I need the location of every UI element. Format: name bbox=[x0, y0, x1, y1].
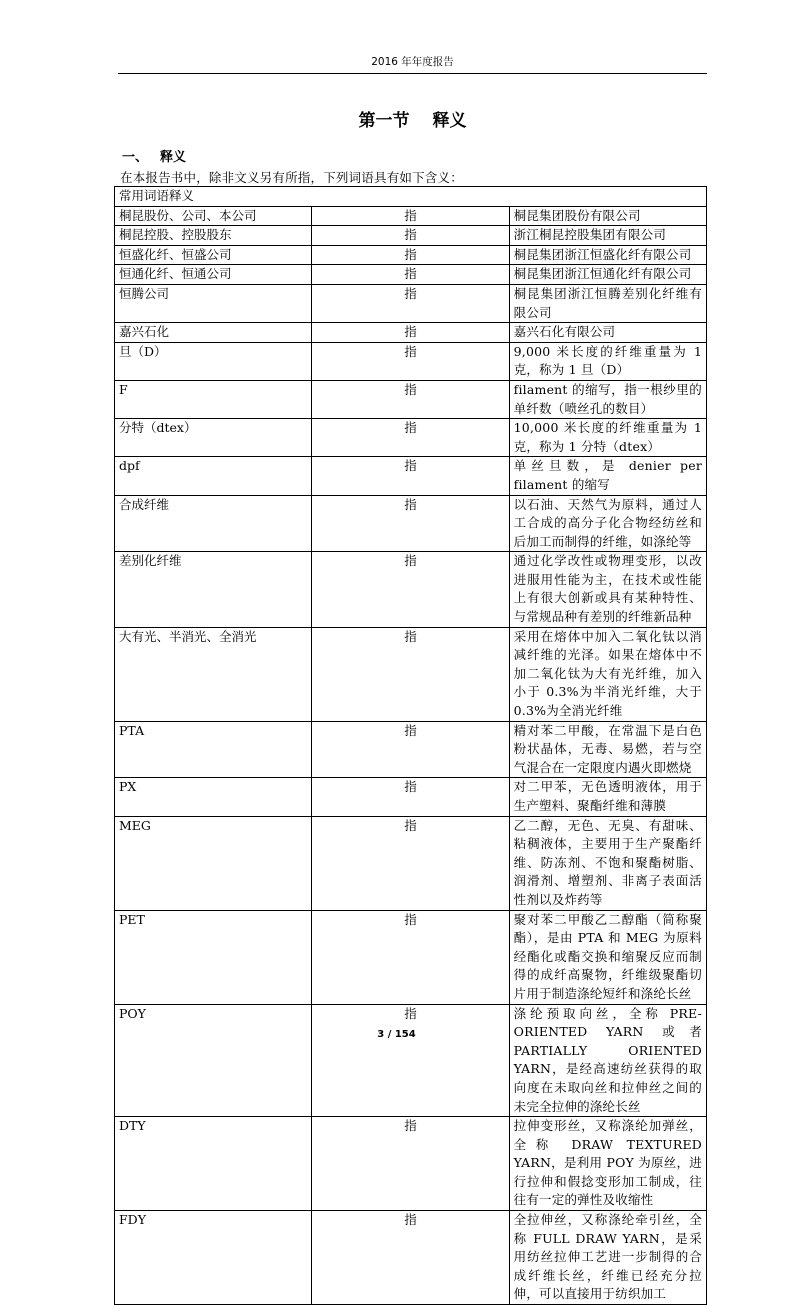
meaning-cell: 桐昆集团浙江恒腾差别化纤维有限公司 bbox=[509, 284, 706, 322]
meaning-cell: 拉伸变形丝，又称涤纶加弹丝，全称 DRAW TEXTURED YARN，是利用 POY 为原丝，进行拉伸和假捻变形加工制成，往往有一定的弹性及收缩性 bbox=[509, 1117, 706, 1211]
table-row bbox=[115, 226, 707, 246]
term-cell: 桐昆股份、公司、本公司 bbox=[115, 206, 312, 226]
term-cell: 恒盛化纤、恒盛公司 bbox=[115, 245, 312, 265]
mark-cell: 指 bbox=[312, 910, 509, 1004]
meaning-cell: 桐昆集团浙江恒盛化纤有限公司 bbox=[509, 245, 706, 265]
term-cell: 差别化纤维 bbox=[115, 552, 312, 627]
term-cell: dpf bbox=[115, 457, 312, 495]
definitions-table bbox=[114, 186, 707, 1305]
subsection-heading bbox=[122, 146, 186, 165]
term-cell: 恒腾公司 bbox=[115, 284, 312, 322]
meaning-cell: 9,000 米长度的纤维重量为 1 克，称为 1 旦（D） bbox=[509, 342, 706, 380]
meaning-cell: 聚对苯二甲酸乙二醇酯（简称聚酯），是由 PTA 和 MEG 为原料经酯化或酯交换和缩聚反应而制得的成纤高聚物，纤维级聚酯切片用于制造涤纶短纤和涤纶长丝 bbox=[509, 910, 706, 1004]
table-row bbox=[115, 721, 707, 778]
table-row bbox=[115, 342, 707, 380]
table-row bbox=[115, 457, 707, 495]
mark-cell: 指 bbox=[312, 816, 509, 910]
mark-cell: 指 bbox=[312, 342, 509, 380]
term-cell: PET bbox=[115, 910, 312, 1004]
term-cell: PX bbox=[115, 778, 312, 816]
table-header: 常用词语释义 bbox=[115, 187, 707, 207]
section-title: 第一节 释义 bbox=[358, 111, 467, 131]
term-cell: 桐昆控股、控股股东 bbox=[115, 226, 312, 246]
meaning-cell: 以石油、天然气为原料，通过人工合成的高分子化合物经纺丝和后加工而制得的纤维，如涤纶等 bbox=[509, 495, 706, 552]
mark-cell: 指 bbox=[312, 284, 509, 322]
meaning-cell: 涤纶预取向丝，全称 PRE-ORIENTED YARN 或者 PARTIALLY ORIENTED YARN，是经高速纺丝获得的取向度在未取向丝和拉伸丝之间的未完全拉伸的涤纶长丝 bbox=[509, 1004, 706, 1117]
mark-cell: 指 bbox=[312, 721, 509, 778]
table-row bbox=[115, 1004, 707, 1117]
table-row bbox=[115, 1211, 707, 1305]
term-cell: FDY bbox=[115, 1211, 312, 1305]
term-cell: PTA bbox=[115, 721, 312, 778]
meaning-cell: 通过化学改性或物理变形，以改进服用性能为主，在技术或性能上有很大创新或具有某种特性、与常规品种有差别的纤维新品种 bbox=[509, 552, 706, 627]
table-row bbox=[115, 206, 707, 226]
meaning-cell: 单丝旦数，是 denier per filament 的缩写 bbox=[509, 457, 706, 495]
term-cell: 嘉兴石化 bbox=[115, 323, 312, 343]
table-row bbox=[115, 380, 707, 418]
mark-cell: 指 bbox=[312, 778, 509, 816]
meaning-cell: 全拉伸丝，又称涤纶牵引丝，全称 FULL DRAW YARN，是采用纺丝拉伸工艺进一步制得的合成纤维长丝，纤维已经充分拉伸，可以直接用于纺织加工 bbox=[509, 1211, 706, 1305]
meaning-cell: 采用在熔体中加入二氧化钛以消减纤维的光泽。如果在熔体中不加二氧化钛为大有光纤维，加入小于 0.3%为半消光纤维，大于 0.3%为全消光纤维 bbox=[509, 627, 706, 721]
table-row bbox=[115, 265, 707, 285]
table-row bbox=[115, 245, 707, 265]
table-row bbox=[115, 910, 707, 1004]
term-cell: 大有光、半消光、全消光 bbox=[115, 627, 312, 721]
mark-cell: 指 bbox=[312, 552, 509, 627]
mark-cell: 指 bbox=[312, 495, 509, 552]
term-cell: 分特（dtex） bbox=[115, 419, 312, 457]
mark-cell: 指 bbox=[312, 1004, 509, 1117]
meaning-cell: 精对苯二甲酸，在常温下是白色粉状晶体，无毒、易燃，若与空气混合在一定限度内遇火即燃烧 bbox=[509, 721, 706, 778]
page-header-title: 2016 年年度报告 bbox=[371, 56, 454, 68]
meaning-cell: 桐昆集团浙江恒通化纤有限公司 bbox=[509, 265, 706, 285]
subsection-title: 释义 bbox=[160, 150, 187, 165]
table-row bbox=[115, 627, 707, 721]
page-number: 3 / 154 bbox=[377, 1029, 416, 1040]
mark-cell: 指 bbox=[312, 457, 509, 495]
meaning-cell: 10,000 米长度的纤维重量为 1 克，称为 1 分特（dtex） bbox=[509, 419, 706, 457]
table-row bbox=[115, 778, 707, 816]
intro-text: 在本报告书中，除非文义另有所指，下列词语具有如下含义： bbox=[120, 170, 463, 185]
mark-cell: 指 bbox=[312, 265, 509, 285]
table-row bbox=[115, 284, 707, 322]
mark-cell: 指 bbox=[312, 206, 509, 226]
mark-cell: 指 bbox=[312, 627, 509, 721]
term-cell: F bbox=[115, 380, 312, 418]
meaning-cell: 乙二醇，无色、无臭、有甜味、粘稠液体，主要用于生产聚酯纤维、防冻剂、不饱和聚酯树脂、润滑剂、增塑剂、非离子表面活性剂以及炸药等 bbox=[509, 816, 706, 910]
term-cell: POY bbox=[115, 1004, 312, 1117]
table-row bbox=[115, 1117, 707, 1211]
header-rule bbox=[118, 73, 707, 74]
meaning-cell: 桐昆集团股份有限公司 bbox=[509, 206, 706, 226]
table-header-row bbox=[115, 187, 707, 207]
term-cell: 合成纤维 bbox=[115, 495, 312, 552]
mark-cell: 指 bbox=[312, 419, 509, 457]
mark-cell: 指 bbox=[312, 1117, 509, 1211]
table-row bbox=[115, 552, 707, 627]
table-row bbox=[115, 816, 707, 910]
term-cell: 旦（D） bbox=[115, 342, 312, 380]
table-row bbox=[115, 419, 707, 457]
mark-cell: 指 bbox=[312, 380, 509, 418]
mark-cell: 指 bbox=[312, 245, 509, 265]
term-cell: MEG bbox=[115, 816, 312, 910]
table-row bbox=[115, 495, 707, 552]
meaning-cell: 浙江桐昆控股集团有限公司 bbox=[509, 226, 706, 246]
table-row bbox=[115, 323, 707, 343]
meaning-cell: 对二甲苯，无色透明液体，用于生产塑料、聚酯纤维和薄膜 bbox=[509, 778, 706, 816]
mark-cell: 指 bbox=[312, 323, 509, 343]
mark-cell: 指 bbox=[312, 1211, 509, 1305]
subsection-number: 一、 bbox=[122, 150, 149, 165]
meaning-cell: filament 的缩写，指一根纱里的单纤数（喷丝孔的数目） bbox=[509, 380, 706, 418]
mark-cell: 指 bbox=[312, 226, 509, 246]
term-cell: 恒通化纤、恒通公司 bbox=[115, 265, 312, 285]
meaning-cell: 嘉兴石化有限公司 bbox=[509, 323, 706, 343]
term-cell: DTY bbox=[115, 1117, 312, 1211]
